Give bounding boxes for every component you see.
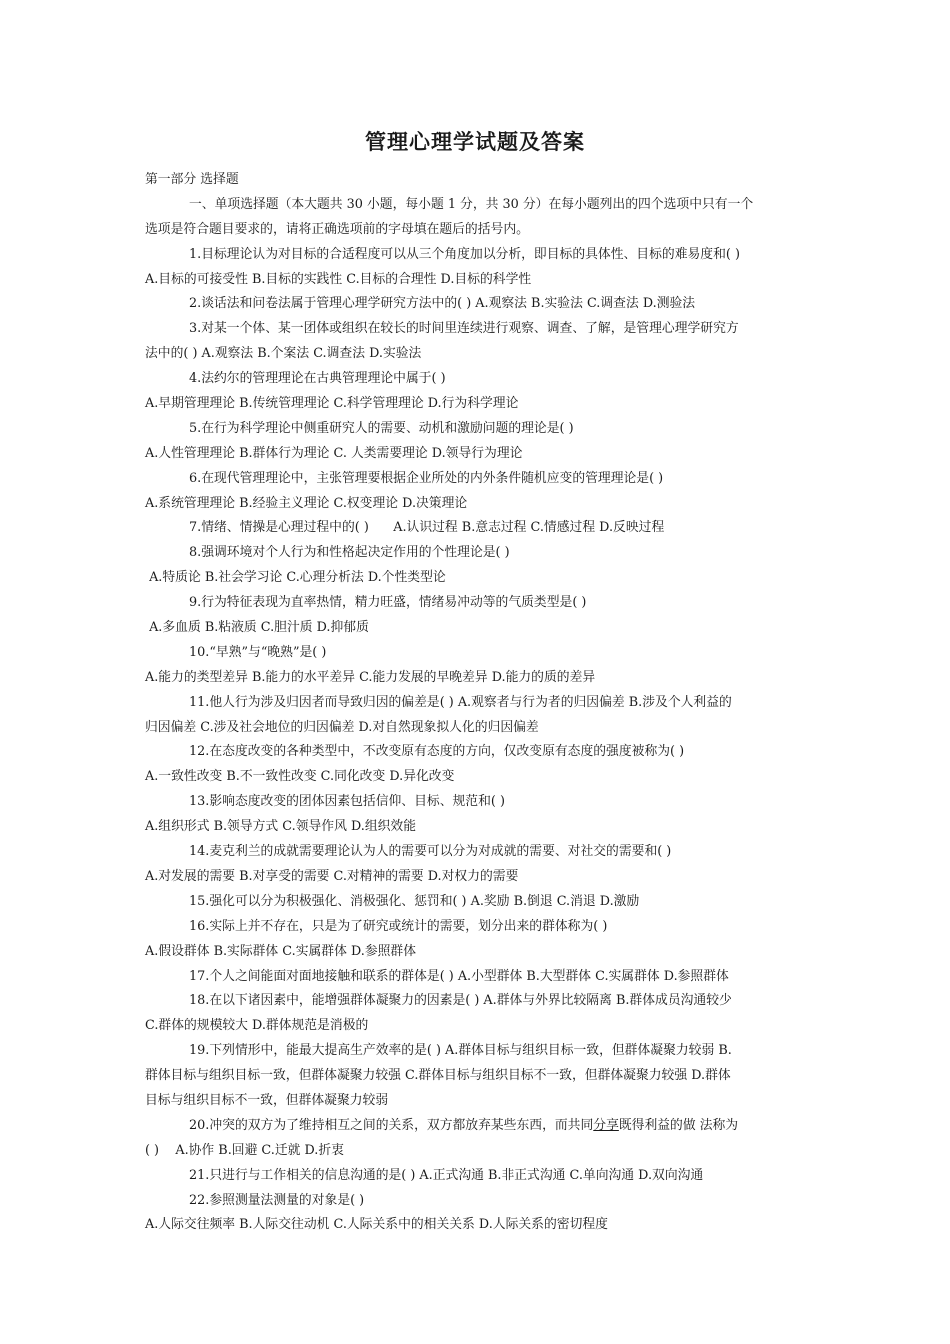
part-heading: 第一部分 选择题 [145, 172, 239, 187]
question-12-stem: 12.在态度改变的各种类型中，不改变原有态度的方向，仅改变原有态度的强度被称为( ) [189, 744, 685, 760]
document-body [145, 168, 807, 1238]
question-21-stem: 21.只进行与工作相关的信息沟通的是( ) A.正式沟通 B.非正式沟通 C.单向沟通 D.双向沟通 [189, 1167, 704, 1183]
question-11-stem: 11.他人行为涉及归因者而导致归因的偏差是( ) A.观察者与行为者的归因偏差 B.涉及个人利益的 [189, 694, 732, 710]
question-16-options: A.假设群体 B.实际群体 C.实属群体 D.参照群体 [145, 943, 417, 959]
question-13-options: A.组织形式 B.领导方式 C.领导作风 D.组织效能 [145, 819, 417, 835]
question-14-options: A.对发展的需要 B.对享受的需要 C.对精神的需要 D.对权力的需要 [145, 868, 519, 884]
question-18-stem: 18.在以下诸因素中，能增强群体凝聚力的因素是( ) A.群体与外界比较隔离 B.群体成员沟通较少 [189, 993, 732, 1009]
intro-line: 一、单项选择题（本大题共 30 小题，每小题 1 分，共 30 分）在每小题列出的四个选项中只有一个 [189, 196, 754, 212]
question-9-options: A.多血质 B.粘液质 C.胆汁质 D.抑郁质 [145, 620, 369, 636]
question-1-options: A.目标的可接受性 B.目标的实践性 C.目标的合理性 D.目标的科学性 [145, 271, 532, 287]
question-5-options: A.人性管理理论 B.群体行为理论 C. 人类需要理论 D.领导行为理论 [145, 445, 523, 461]
question-20-text: 既得利益的做 法称为 [618, 1117, 739, 1133]
question-8-stem: 8.强调环境对个人行为和性格起决定作用的个性理论是( ) [189, 545, 510, 561]
question-19-options: 群体目标与组织目标一致，但群体凝聚力较强 C.群体目标与组织目标不一致，但群体凝聚力较强 D.群体 [145, 1068, 731, 1084]
question-20-options: ( ) A.协作 B.回避 C.迁就 D.折衷 [145, 1142, 344, 1158]
question-6-options: A.系统管理理论 B.经验主义理论 C.权变理论 D.决策理论 [145, 495, 468, 511]
question-19-options: 目标与组织目标不一致，但群体凝聚力较弱 [145, 1092, 389, 1108]
page-title: 管理心理学试题及答案 [365, 129, 585, 154]
question-22-options: A.人际交往频率 B.人际交往动机 C.人际关系中的相关关系 D.人际关系的密切程度 [145, 1217, 608, 1233]
question-6-stem: 6.在现代管理理论中，主张管理要根据企业所处的内外条件随机应变的管理理论是( ) [189, 470, 664, 486]
question-10-stem: 10.“早熟”与“晚熟”是( ) [189, 644, 327, 660]
question-11-options: 归因偏差 C.涉及社会地位的归因偏差 D.对自然现象拟人化的归因偏差 [145, 719, 539, 735]
question-3-options: 法中的( ) A.观察法 B.个案法 C.调查法 D.实验法 [145, 346, 422, 362]
question-10-options: A.能力的类型差异 B.能力的水平差异 C.能力发展的早晚差异 D.能力的质的差异 [145, 669, 596, 685]
question-7-stem: 7.情绪、情操是心理过程中的( ) A.认识过程 B.意志过程 C.情感过程 D.反映过程 [189, 520, 665, 536]
underlined-link-text[interactable]: 分享 [593, 1117, 619, 1133]
question-19-stem: 19.下列情形中，能最大提高生产效率的是( ) A.群体目标与组织目标一致，但群体凝聚力较弱 B. [189, 1043, 732, 1059]
question-20-stem [145, 1114, 807, 1139]
question-3-stem: 3.对某一个体、某一团体或组织在较长的时间里连续进行观察、调查、了解，是管理心理学研究方 [189, 321, 739, 337]
question-9-stem: 9.行为特征表现为直率热情，精力旺盛，情绪易冲动等的气质类型是( ) [189, 595, 587, 611]
question-4-stem: 4.法约尔的管理理论在古典管理理论中属于( ) [189, 371, 446, 387]
intro-line: 选项是符合题目要求的，请将正确选项前的字母填在题后的括号内。 [145, 221, 529, 237]
question-22-stem: 22.参照测量法测量的对象是( ) [189, 1192, 365, 1208]
question-16-stem: 16.实际上并不存在，只是为了研究或统计的需要，划分出来的群体称为( ) [189, 918, 608, 934]
question-1-stem: 1.目标理论认为对目标的合适程度可以从三个角度加以分析，即目标的具体性、目标的难易度和( ) [189, 246, 740, 262]
question-5-stem: 5.在行为科学理论中侧重研究人的需要、动机和激励问题的理论是( ) [189, 420, 574, 436]
question-12-options: A.一致性改变 B.不一致性改变 C.同化改变 D.异化改变 [145, 769, 455, 785]
question-4-options: A.早期管理理论 B.传统管理理论 C.科学管理理论 D.行为科学理论 [145, 396, 519, 412]
question-20-text: 20.冲突的双方为了维持相互之间的关系，双方都放弃某些东西，而共同 [189, 1117, 594, 1133]
question-14-stem: 14.麦克利兰的成就需要理论认为人的需要可以分为对成就的需要、对社交的需要和( ) [189, 844, 672, 860]
question-13-stem: 13.影响态度改变的团体因素包括信仰、目标、规范和( ) [189, 794, 505, 810]
question-15-stem: 15.强化可以分为积极强化、消极强化、惩罚和( ) A.奖励 B.倒退 C.消退 D.激励 [189, 893, 640, 909]
question-17-stem: 17.个人之间能面对面地接触和联系的群体是( ) A.小型群体 B.大型群体 C.实属群体 D.参照群体 [189, 968, 729, 984]
question-18-options: C.群体的规模较大 D.群体规范是消极的 [145, 1018, 369, 1034]
question-2-stem: 2.谈话法和问卷法属于管理心理学研究方法中的( ) A.观察法 B.实验法 C.调查法 D.测验法 [189, 296, 696, 312]
question-8-options: A.特质论 B.社会学习论 C.心理分析法 D.个性类型论 [145, 570, 446, 586]
